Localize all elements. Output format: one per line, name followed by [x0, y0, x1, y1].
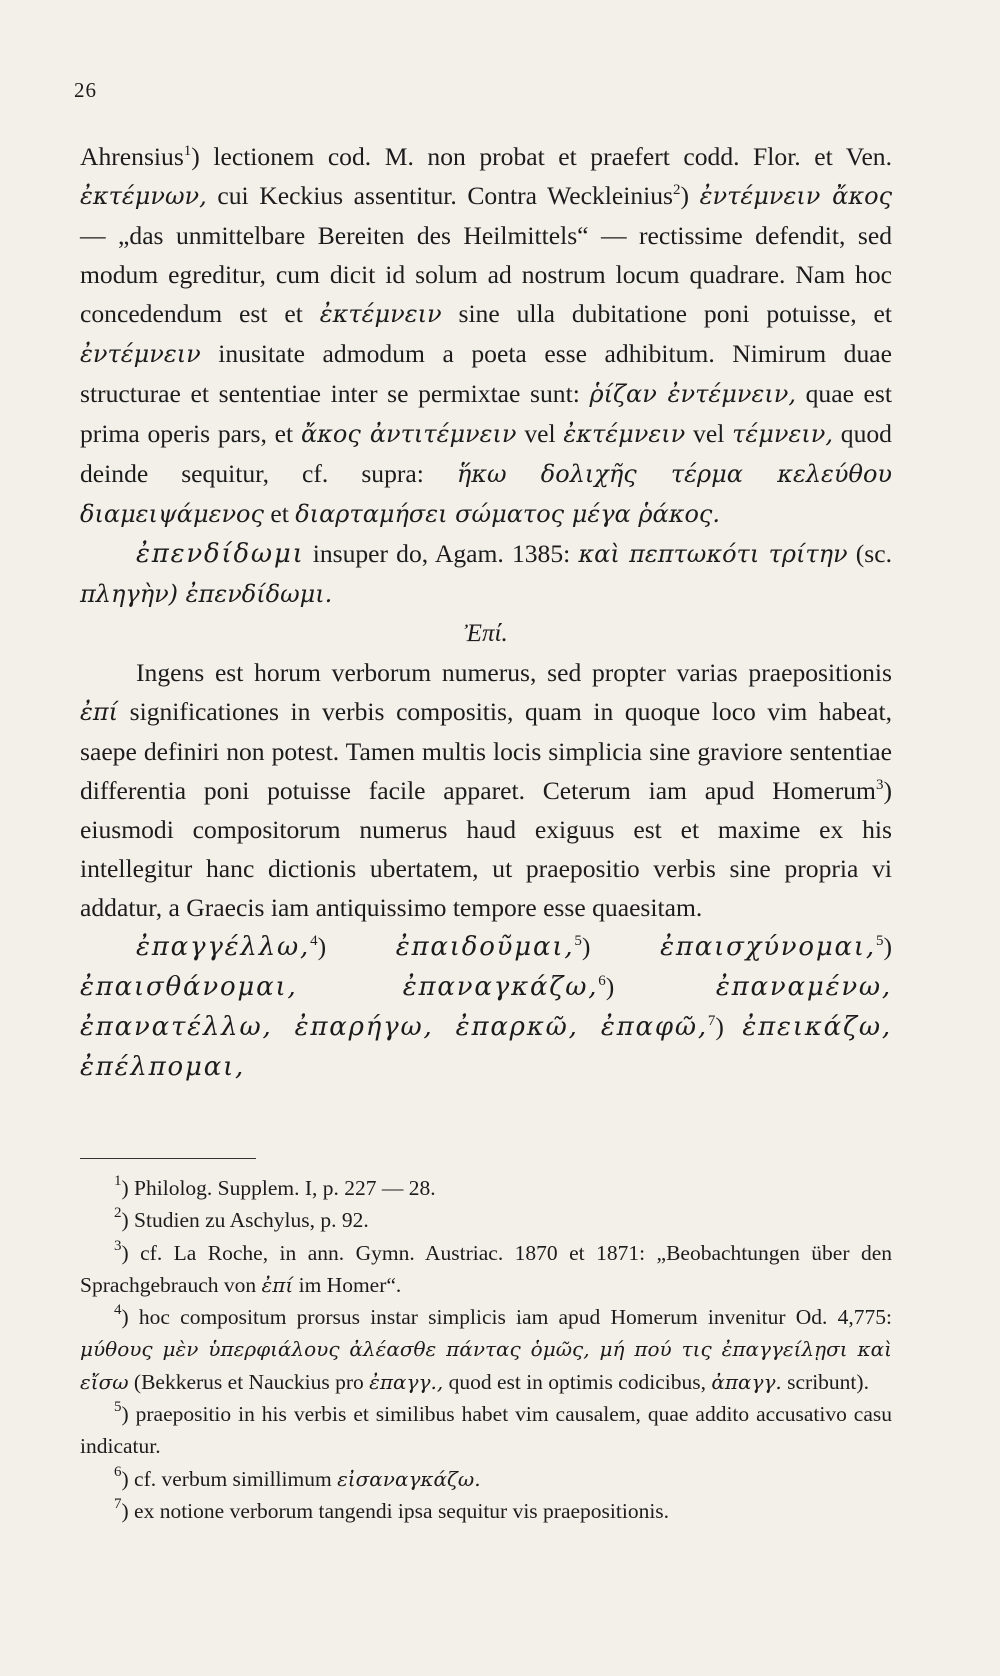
- text: ): [581, 932, 591, 961]
- greek-text: ἥκω δολιχῆς τέρμα κελεύθου διαμειψάμενος: [80, 460, 892, 528]
- text: et: [270, 499, 289, 528]
- greek-text: ἐντέμνειν: [80, 340, 201, 368]
- text: Ahrensius: [80, 142, 184, 171]
- greek-lemma: ἐπαιδοῦμαι,: [395, 932, 575, 962]
- text: ) Philolog. Supplem. I, p. 227 — 28.: [121, 1176, 436, 1200]
- footnote-marker: 3: [114, 1237, 122, 1254]
- text: ): [605, 972, 615, 1001]
- page-number: 26: [74, 78, 97, 102]
- footnote-3: [80, 1237, 892, 1302]
- footnote-ref: 5: [574, 933, 582, 949]
- greek-text: ἐπί: [80, 698, 119, 726]
- text: significationes in verbis compositis, quam in quoque loco vim habeat, saepe definiri non potest. Tamen multis locis simplicia sine graviore sententiae differentia poni potuisse facile apparet. Ceterum iam apud Homerum: [80, 697, 892, 805]
- greek-text: ἐντέμνειν ἄκος: [699, 182, 893, 210]
- footnote-4: [80, 1301, 892, 1398]
- greek-text: ἀπαγγ.: [711, 1369, 782, 1394]
- text: im Homer“.: [298, 1272, 402, 1297]
- footnote-rule: [80, 1158, 256, 1159]
- text: sine ulla dubitatione poni potuisse, et: [458, 299, 892, 328]
- footnote-marker: 1: [114, 1173, 122, 1189]
- footnote-ref: 5: [875, 933, 884, 949]
- greek-text: τέμνειν,: [732, 420, 833, 448]
- greek-text: ἐπί: [261, 1272, 294, 1297]
- text: ) Studien zu Aschylus, p. 92.: [121, 1208, 369, 1233]
- footnote-6: [80, 1463, 892, 1495]
- text: ) cf. verbum simillimum: [121, 1466, 332, 1491]
- greek-lemma: ἐπαναμένω, ἐπανατέλλω, ἐπαρήγω, ἐπαρκῶ, ἐπαφῶ,: [80, 972, 892, 1042]
- greek-text: εἰσαναγκάζω.: [337, 1466, 481, 1491]
- text: insuper do, Agam. 1385:: [312, 539, 571, 568]
- greek-lemma: ἐπαισχύνομαι,: [660, 932, 876, 962]
- footnote-2: [80, 1204, 892, 1236]
- text: scribunt).: [787, 1369, 869, 1394]
- footnote-marker: 6: [114, 1463, 122, 1480]
- text: vel: [524, 419, 556, 448]
- greek-lemma: ἐπαισθάνομαι, ἐπαναγκάζω,: [80, 972, 599, 1002]
- text: quod est in optimis codicibus,: [448, 1369, 706, 1394]
- text: ): [883, 932, 892, 961]
- footnotes: [80, 1172, 892, 1527]
- text: ) ex notione verborum tangendi ipsa sequitur vis praepositionis.: [121, 1498, 670, 1523]
- text: (Bekkerus et Nauckius pro: [133, 1369, 364, 1394]
- text: ): [317, 932, 327, 961]
- paragraph-ahrensius: [80, 137, 892, 534]
- greek-text: ῥίζαν ἐντέμνειν,: [589, 380, 796, 408]
- text: quae est prima operis pars, et: [80, 379, 892, 448]
- greek-text: ἐκτέμνειν: [319, 300, 442, 328]
- paragraph-ingens: [80, 653, 892, 927]
- text: Ingens est horum verborum numerus, sed propter varias praepositionis: [136, 658, 892, 687]
- text: ) lectionem cod. M. non probat et praefert codd. Flor. et Ven.: [191, 142, 892, 171]
- footnote-ref: 2: [673, 182, 681, 198]
- greek-lemma: ἐπενδίδωμι: [136, 539, 305, 569]
- greek-text: πληγὴν) ἐπενδίδωμι.: [80, 580, 333, 608]
- greek-text: ἄκος ἀντιτέμνειν: [300, 420, 517, 448]
- text: inusitate admodum a poeta esse adhibitum. Nimirum duae structurae et sententiae inter se permixtae sunt:: [80, 339, 892, 408]
- footnote-ref: 7: [707, 1013, 716, 1029]
- footnote-1: [80, 1172, 892, 1204]
- paragraph-verb-list: [80, 927, 892, 1087]
- greek-text: ἐκτέμνειν: [563, 420, 686, 448]
- greek-text: ἐκτέμνων,: [80, 182, 207, 210]
- greek-lemma: ἐπαγγέλλω,: [136, 932, 311, 962]
- footnote-ref: 3: [875, 777, 884, 793]
- greek-text: ἐπαγγ.,: [369, 1369, 444, 1394]
- greek-text: καὶ πεπτωκότι τρίτην: [578, 540, 848, 568]
- text: ) praepositio in his verbis et similibus habet vim causalem, quae addito accusativo casu indicatur.: [80, 1402, 892, 1459]
- text: ) hoc compositum prorsus instar simplicis iam apud Homerum invenitur Od. 4,775:: [121, 1305, 892, 1330]
- paragraph-ependidomi: [80, 534, 892, 614]
- text: cui Keckius assentitur. Contra Weckleinius: [217, 181, 674, 210]
- greek-text: διαρταμήσει σώματος μέγα ῥάκος.: [295, 500, 720, 528]
- main-text: [80, 137, 892, 1087]
- footnote-marker: 2: [114, 1205, 122, 1222]
- greek-text: μύθους μὲν ὑπερφιάλους ἀλέασθε πάντας ὁμῶς, μή πού τις ἐπαγγείλῃσι καὶ εἴσω: [80, 1337, 892, 1394]
- text: ) eiusmodi compositorum numerus haud exiguus est et maxime ex his intellegitur hanc dictionis ubertatem, ut praepositio verbis sine propria vi addatur, a Graecis iam antiquissimo tempore esse quaesitam.: [80, 776, 892, 922]
- footnote-ref: 6: [598, 973, 606, 989]
- text: ) cf. La Roche, in ann. Gymn. Austriac. 1870 et 1871: „Beobachtungen über den Sprachgebrauch von: [80, 1240, 892, 1297]
- footnote-marker: 4: [114, 1302, 122, 1319]
- text: ): [715, 1012, 724, 1041]
- text: ): [680, 181, 690, 210]
- section-heading: Ἐπί.: [464, 620, 508, 647]
- footnote-5: [80, 1398, 892, 1463]
- text: quod deinde sequitur, cf. supra:: [80, 419, 892, 488]
- footnote-marker: 7: [114, 1495, 122, 1512]
- text: (sc.: [855, 539, 892, 568]
- text: — „das unmittelbare Bereiten des Heilmittels“ — rectissime defendit, sed modum egreditur, cum dicit id solum ad nostrum locum quadrare. Nam hoc concedendum est et: [80, 221, 892, 328]
- text: vel: [693, 419, 725, 448]
- footnote-7: [80, 1495, 892, 1527]
- footnote-ref: 4: [310, 933, 318, 949]
- greek-lemma: ἐπεικάζω, ἐπέλπομαι,: [80, 1012, 892, 1082]
- footnote-marker: 5: [114, 1399, 122, 1416]
- footnote-ref: 1: [183, 143, 192, 159]
